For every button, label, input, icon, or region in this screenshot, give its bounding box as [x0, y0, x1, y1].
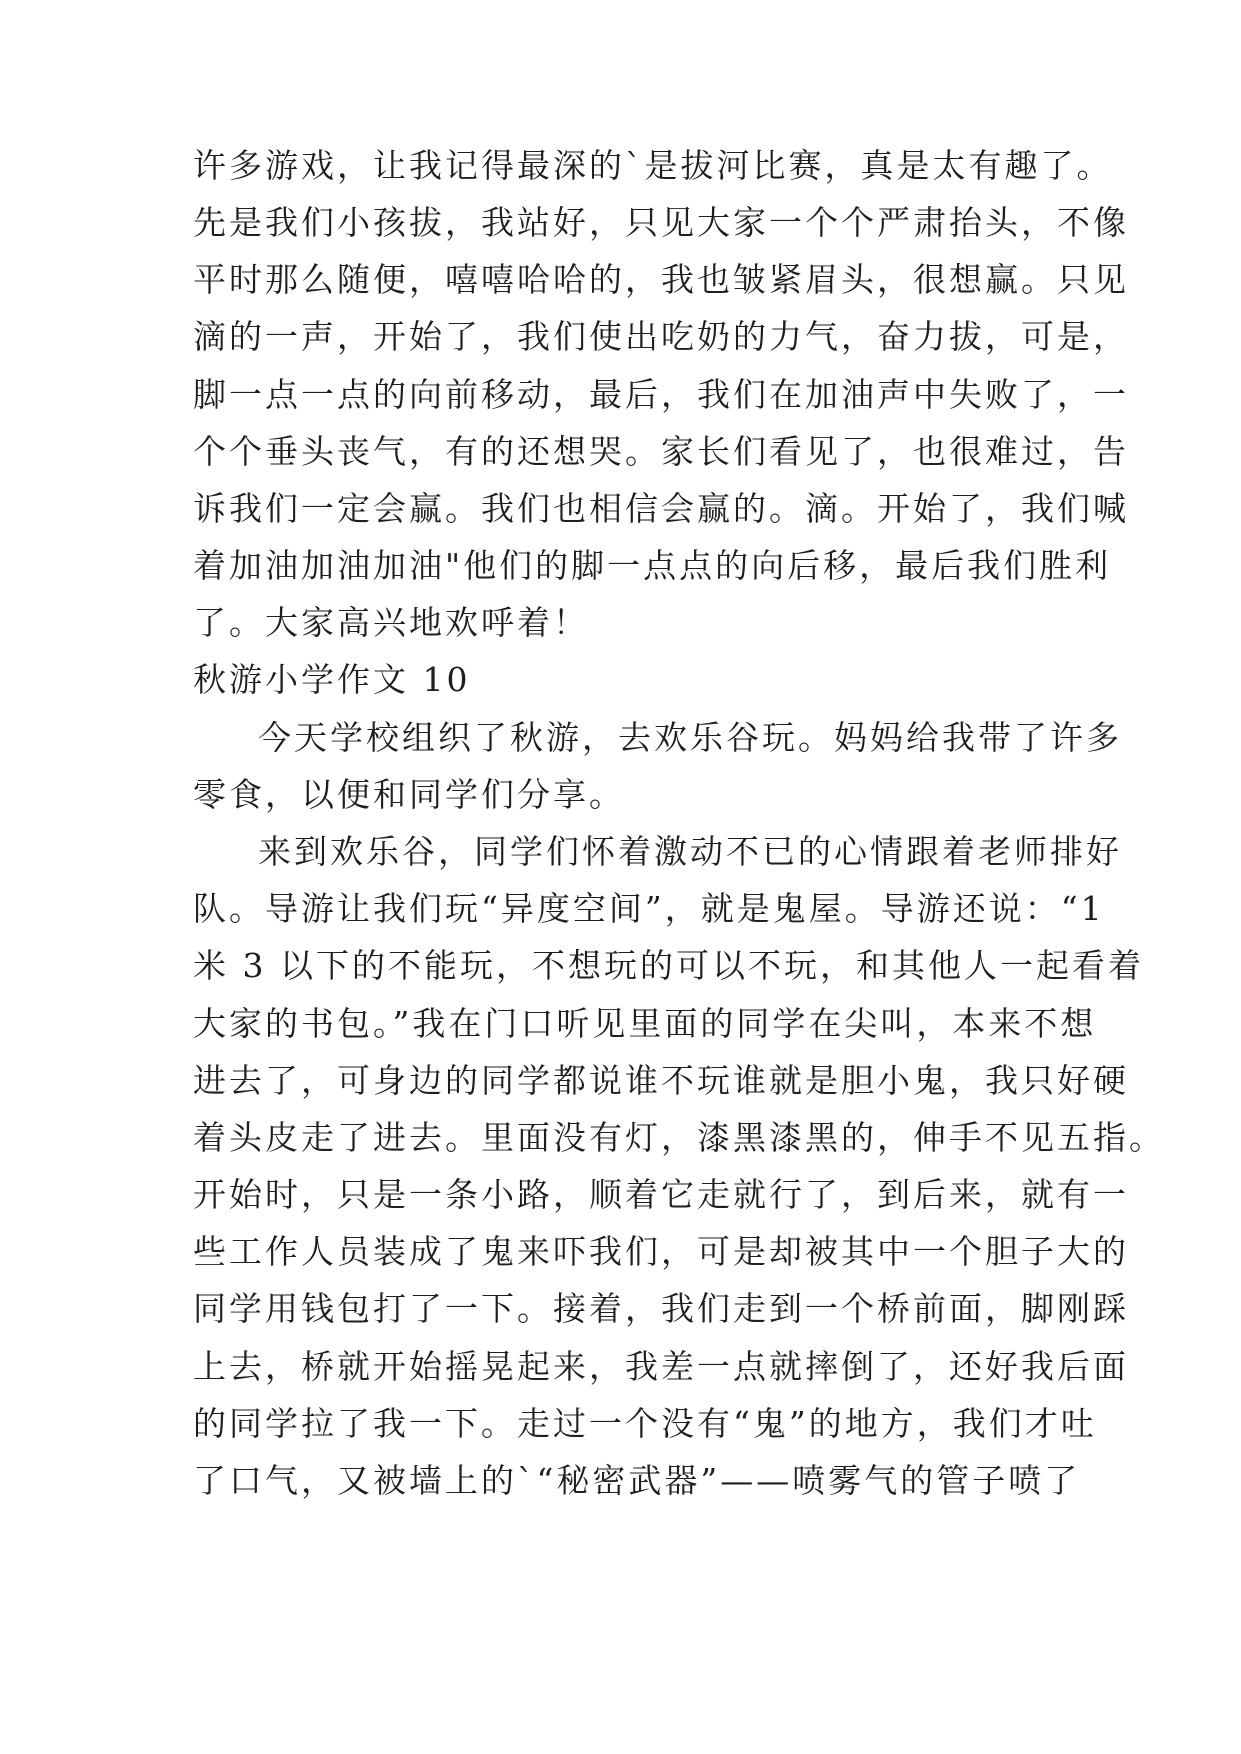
- paragraph-start: 今天学校组织了秋游，去欢乐谷玩。妈妈给我带了许多: [258, 718, 1122, 757]
- text-line: 大家的书包。”我在门口听见里面的同学在尖叫，本来不想: [193, 1004, 1097, 1043]
- text-line: 着加油加油加油"他们的脚一点点的向后移，最后我们胜利: [193, 546, 1112, 585]
- section-heading: 秋游小学作文 10: [193, 660, 471, 699]
- text-line: 些工作人员装成了鬼来吓我们，可是却被其中一个胆子大的: [193, 1232, 1129, 1271]
- text-line: 队。导游让我们玩“异度空间”，就是鬼屋。导游还说：“1: [193, 889, 1105, 928]
- text-line: 上去，桥就开始摇晃起来，我差一点就摔倒了，还好我后面: [193, 1347, 1129, 1386]
- text-line: 平时那么随便，嘻嘻哈哈的，我也皱紧眉头，很想赢。只见: [193, 260, 1129, 299]
- text-line: 米 3 以下的不能玩，不想玩的可以不玩，和其他人一起看着: [193, 946, 1144, 985]
- text-line: 诉我们一定会赢。我们也相信会赢的。滴。开始了，我们喊: [193, 489, 1129, 528]
- text-line: 脚一点一点的向前移动，最后，我们在加油声中失败了，一: [193, 375, 1129, 414]
- paragraph-start: 来到欢乐谷，同学们怀着激动不已的心情跟着老师排好: [258, 832, 1122, 871]
- text-line: 开始时，只是一条小路，顺着它走就行了，到后来，就有一: [193, 1175, 1129, 1214]
- text-line: 了口气，又被墙上的`“秘密武器”——喷雾气的管子喷了: [193, 1461, 1081, 1500]
- text-line: 了。大家高兴地欢呼着！: [193, 603, 589, 642]
- text-line: 先是我们小孩拔，我站好，只见大家一个个严肃抬头，不像: [193, 203, 1129, 242]
- text-line: 的同学拉了我一下。走过一个没有“鬼”的地方，我们才吐: [193, 1404, 1097, 1443]
- text-line: 滴的一声，开始了，我们使出吃奶的力气，奋力拔，可是，: [193, 317, 1129, 356]
- text-line: 个个垂头丧气，有的还想哭。家长们看见了，也很难过，告: [193, 432, 1129, 471]
- text-line: 同学用钱包打了一下。接着，我们走到一个桥前面，脚刚踩: [193, 1289, 1129, 1328]
- text-line: 着头皮走了进去。里面没有灯，漆黑漆黑的，伸手不见五指。: [193, 1118, 1165, 1157]
- text-line: 零食，以便和同学们分享。: [193, 775, 625, 814]
- text-line: 进去了，可身边的同学都说谁不玩谁就是胆小鬼，我只好硬: [193, 1061, 1129, 1100]
- text-line: 许多游戏，让我记得最深的`是拔河比赛，真是太有趣了。: [193, 146, 1113, 185]
